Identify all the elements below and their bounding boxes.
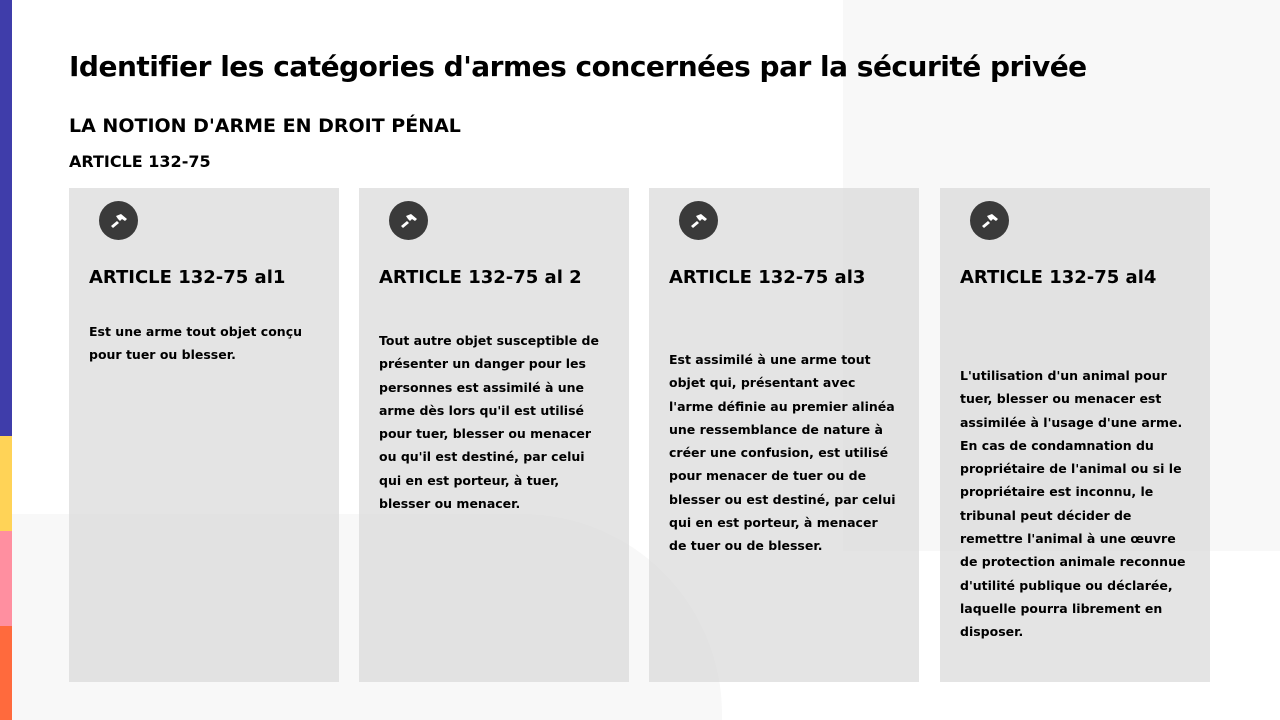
card-title: ARTICLE 132-75 al3	[669, 267, 866, 288]
card-text: L'utilisation d'un animal pour tuer, blesser ou menacer est assimilée à l'usage d'une arme. En cas de condamnation du propriétaire de l'animal ou si le propriétaire est inconnu, le tribunal peut décider de remettre l'animal à une œuvre de protection animale reconnue d'utilité publique ou déclarée, laquelle pourra librement en disposer.	[960, 368, 1186, 640]
article-heading: ARTICLE 132-75	[69, 152, 211, 171]
card-text: Tout autre objet susceptible de présenter un danger pour les personnes est assimilé à une arme dès lors qu'il est utilisé pour tuer, blesser ou menacer ou qu'il est destiné, par celui qui en est porteur, à tuer, blesser ou menacer.	[379, 333, 599, 512]
side-color-strip	[0, 0, 12, 720]
article-card-4	[940, 188, 1210, 682]
card-text: Est assimilé à une arme tout objet qui, présentant avec l'arme définie au premier alinéa une ressemblance de nature à créer une confusion, est utilisé pour menacer de tuer ou de blesser ou est destiné, par celui qui en est porteur, à menacer de tuer ou de blesser.	[669, 352, 896, 554]
card-title: ARTICLE 132-75 al1	[89, 267, 286, 288]
hammer-icon	[679, 201, 718, 240]
card-title: ARTICLE 132-75 al4	[960, 267, 1157, 288]
page-title: Identifier les catégories d'armes concernées par la sécurité privée	[69, 50, 1087, 83]
strip-segment-yellow	[0, 436, 12, 531]
strip-segment-orange	[0, 626, 12, 720]
article-card-3	[649, 188, 919, 682]
strip-segment-pink	[0, 531, 12, 626]
card-text: Est une arme tout objet conçu pour tuer ou blesser.	[89, 324, 303, 363]
hammer-icon	[970, 201, 1009, 240]
card-title: ARTICLE 132-75 al 2	[379, 267, 582, 288]
section-heading: LA NOTION D'ARME EN DROIT PÉNAL	[69, 115, 461, 137]
article-card-1	[69, 188, 339, 682]
hammer-icon	[389, 201, 428, 240]
strip-segment-blue	[0, 0, 12, 436]
hammer-icon	[99, 201, 138, 240]
article-card-2	[359, 188, 629, 682]
